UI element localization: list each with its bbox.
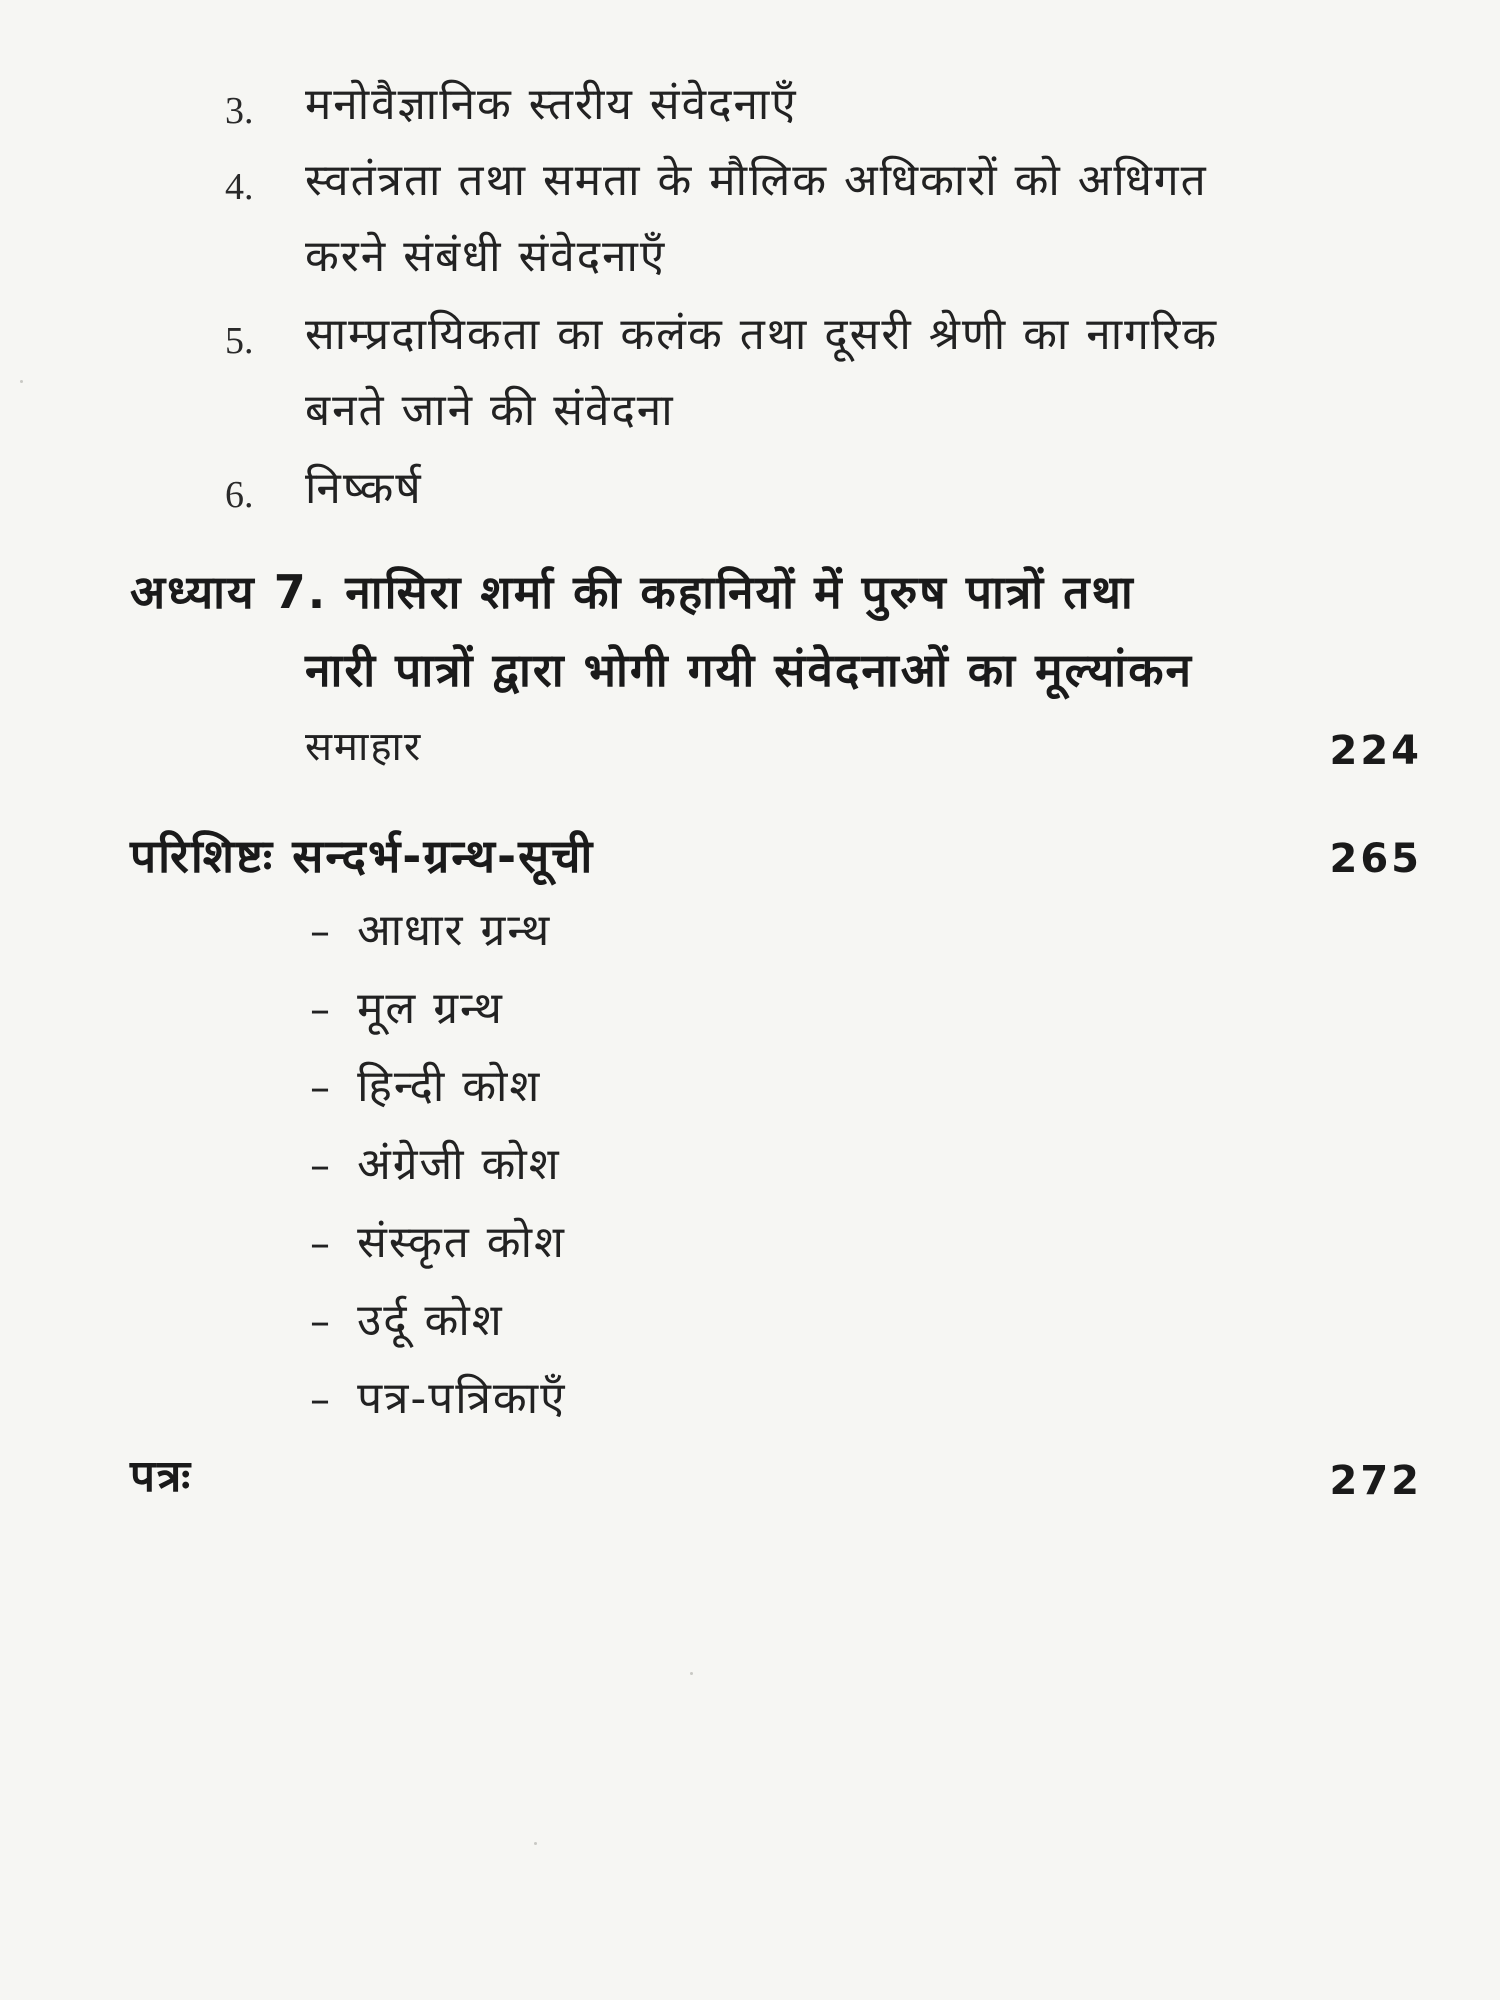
- section-number: 5.: [225, 320, 254, 362]
- bibliography-item: [310, 1218, 566, 1269]
- bibliography-label: आधार ग्रन्थ: [357, 905, 552, 956]
- bibliography-label: पत्र-पत्रिकाएँ: [357, 1373, 567, 1424]
- section-title: निष्कर्ष: [305, 463, 423, 514]
- section-title-continued: करने संबंधी संवेदनाएँ: [305, 231, 667, 282]
- dash-bullet: –: [310, 909, 330, 955]
- paper-speck: [534, 1842, 537, 1845]
- section-title: मनोवैज्ञानिक स्तरीय संवेदनाएँ: [305, 79, 798, 130]
- dash-bullet: –: [310, 1221, 330, 1267]
- section-title: साम्प्रदायिकता का कलंक तथा दूसरी श्रेणी का नागरिक: [305, 309, 1219, 360]
- section-title: स्वतंत्रता तथा समता के मौलिक अधिकारों को अधिगत: [305, 155, 1208, 206]
- section-number: 6.: [225, 474, 254, 516]
- bibliography-item: [310, 1140, 561, 1191]
- dash-bullet: –: [310, 1065, 330, 1111]
- section-number: 3.: [225, 90, 254, 132]
- bibliography-item: [310, 1374, 566, 1425]
- bibliography-label: हिन्दी कोश: [357, 1061, 542, 1112]
- section-number: 4.: [225, 166, 254, 208]
- page-number: 265: [1329, 836, 1422, 882]
- dash-bullet: –: [310, 1299, 330, 1345]
- page-number: 224: [1329, 728, 1422, 774]
- chapter-heading-continued: नारी पात्रों द्वारा भोगी गयी संवेदनाओं का मूल्यांकन: [305, 643, 1194, 697]
- bibliography-label: अंग्रेजी कोश: [357, 1139, 561, 1190]
- bibliography-label: संस्कृत कोश: [357, 1217, 566, 1268]
- bibliography-item: [310, 906, 551, 957]
- bibliography-item: [310, 984, 504, 1035]
- bibliography-item: [310, 1062, 541, 1113]
- conclusion-label: समाहार: [305, 724, 423, 770]
- bibliography-item: [310, 1296, 504, 1347]
- section-title-continued: बनते जाने की संवेदना: [305, 385, 675, 436]
- bibliography-label: मूल ग्रन्थ: [357, 983, 504, 1034]
- chapter-heading: अध्याय 7. नासिरा शर्मा की कहानियों में पुरुष पात्रों तथा: [130, 565, 1135, 619]
- appendix-heading: परिशिष्टः सन्दर्भ-ग्रन्थ-सूची: [130, 829, 595, 883]
- dash-bullet: –: [310, 987, 330, 1033]
- dash-bullet: –: [310, 1377, 330, 1423]
- paper-speck: [690, 1672, 693, 1675]
- page-number: 272: [1329, 1458, 1422, 1504]
- paper-speck: [20, 380, 23, 383]
- dash-bullet: –: [310, 1143, 330, 1189]
- letters-heading: पत्रः: [130, 1451, 193, 1502]
- bibliography-label: उर्दू कोश: [357, 1295, 504, 1346]
